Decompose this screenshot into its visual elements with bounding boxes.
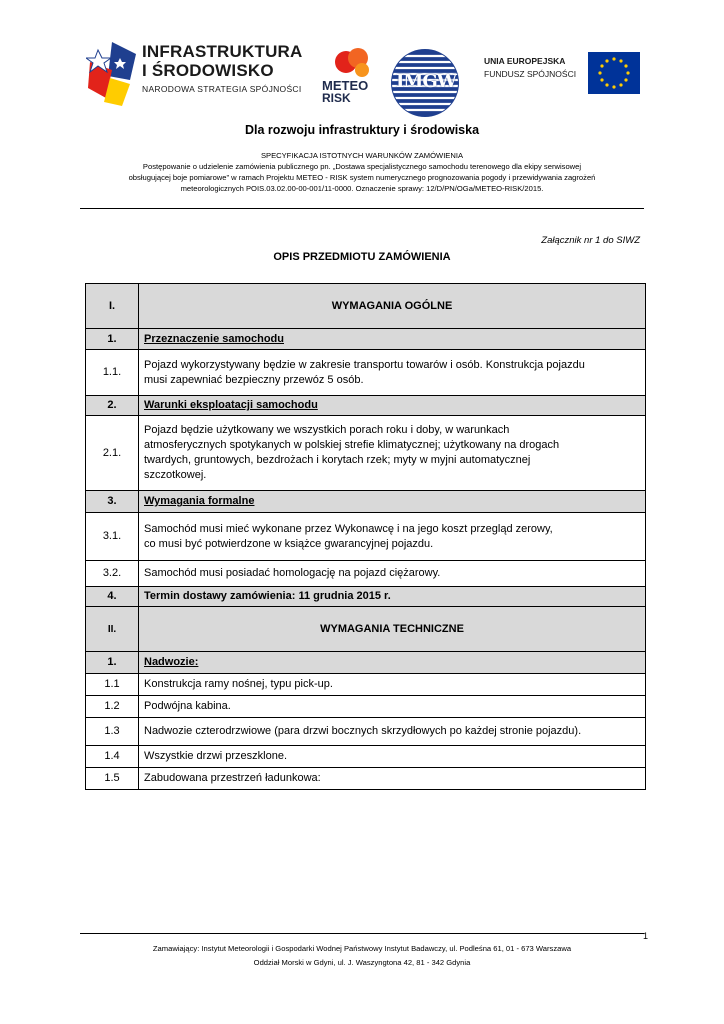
row-text: Nadwozie czterodrzwiowe (para drzwi bocznych skrzydłowych po każdej stronie pojazdu). (139, 718, 646, 746)
row-text-line: Pojazd będzie użytkowany we wszystkich porach roku i doby, w warunkach (144, 424, 510, 436)
table-row (86, 652, 646, 674)
spec-line-1: Postępowanie o udzielenie zamówienia publicznego pn. „Dostawa specjalistycznego samochodu terenowego dla ekipy serwisowej (142, 162, 582, 171)
is-logo-line2: I ŚRODOWISKO (142, 61, 274, 80)
eu-flag-icon (588, 52, 640, 94)
annex-label: Załącznik nr 1 do SIWZ (541, 235, 640, 246)
row-heading: Termin dostawy zamówienia: 11 grudnia 2015 r. (139, 587, 646, 607)
table-row (86, 587, 646, 607)
row-text: Wszystkie drzwi przeszklone. (139, 746, 646, 768)
row-text-line: Samochód musi mieć wykonane przez Wykonawcę i na jego koszt przegląd zerowy, (144, 522, 553, 535)
header-divider (80, 208, 644, 209)
row-heading: Nadwozie: (139, 652, 646, 674)
table-row (86, 561, 646, 587)
row-heading: Wymagania formalne (139, 491, 646, 513)
row-heading: Warunki eksploatacji samochodu (139, 396, 646, 416)
row-text (139, 350, 646, 396)
row-number: 1. (86, 329, 139, 350)
row-number: 4. (86, 587, 139, 607)
row-number: 1.4 (86, 746, 139, 768)
row-number: 1.3 (86, 718, 139, 746)
table-row (86, 718, 646, 746)
table-row (86, 350, 646, 396)
row-number: 2. (86, 396, 139, 416)
spec-line-3: meteorologicznych POIS.03.02.00-00-001/11-0000. Oznaczenie sprawy: 12/D/PN/OGa/METEO-RISK/2015. (180, 184, 544, 193)
table-row (86, 396, 646, 416)
row-text-line: szczotkowej. (144, 469, 207, 481)
table-row (86, 329, 646, 350)
table-row (86, 513, 646, 561)
is-logo-subtitle: NARODOWA STRATEGIA SPÓJNOŚCI (142, 84, 302, 94)
row-text-line: atmosferycznych spotykanych w polskiej strefie klimatycznej; użytkowany na drogach (144, 439, 560, 451)
eu-logo (470, 52, 640, 98)
table-row (86, 674, 646, 696)
row-number: 3.2. (86, 561, 139, 587)
imgw-logo-text: IMGW (396, 71, 456, 92)
footer-divider (80, 933, 644, 934)
is-emblem-icon (86, 40, 140, 108)
row-text: Samochód musi posiadać homologację na pojazd ciężarowy. (139, 561, 646, 587)
row-text: Konstrukcja ramy nośnej, typu pick-up. (139, 674, 646, 696)
tagline: Dla rozwoju infrastruktury i środowiska (244, 123, 480, 137)
meteo-logo-line2: RISK (322, 91, 351, 105)
table-row (86, 768, 646, 790)
footer-address-line1: Zamawiający: Instytut Meteorologii i Gospodarki Wodnej Państwowy Instytut Badawczy, ul. Podleśna 61, 01 - 673 Warszawa (152, 944, 572, 953)
table-row (86, 416, 646, 491)
specification-header (80, 150, 644, 194)
section-number: I. (86, 284, 139, 329)
document-title: OPIS PRZEDMIOTU ZAMÓWIENIA (273, 251, 451, 263)
row-text: Zabudowana przestrzeń ładunkowa: (139, 768, 646, 790)
meteo-balls-icon (332, 46, 372, 80)
row-number: 1.1. (86, 350, 139, 396)
infrastruktura-srodowisko-logo (86, 40, 303, 110)
spec-line-2: obsługującej boje pomiarowe” w ramach Projektu METEO - RISK system numerycznego prognozowania pogody i przewidywania zagrożeń (128, 173, 596, 182)
section-title: WYMAGANIA TECHNICZNE (139, 607, 646, 652)
row-text (139, 513, 646, 561)
page-number: 1 (642, 931, 648, 941)
row-number: 3.1. (86, 513, 139, 561)
meteo-logo-line1: METEO (322, 78, 369, 93)
section-title: WYMAGANIA OGÓLNE (139, 284, 646, 329)
meteo-risk-logo (318, 46, 384, 105)
section-row-technical (86, 607, 646, 652)
row-heading: Przeznaczenie samochodu (139, 329, 646, 350)
row-text-line: co musi być potwierdzone w książce gwarancyjnej pojazdu. (144, 537, 434, 550)
is-logo-line1: INFRASTRUKTURA (142, 42, 303, 61)
row-text-line: Pojazd wykorzystywany będzie w zakresie transportu towarów i osób. Konstrukcja pojazdu (144, 358, 585, 371)
row-text (139, 416, 646, 491)
section-row-general (86, 284, 646, 329)
table-row (86, 696, 646, 718)
row-number: 1.2 (86, 696, 139, 718)
footer-address-line2: Oddział Morski w Gdyni, ul. J. Waszyngtona 42, 81 - 342 Gdynia (253, 958, 471, 967)
row-text-line: twardych, gruntowych, bezdrożach i korytach rzek; myty w myjni automatycznej (144, 454, 531, 466)
requirements-table (85, 283, 646, 790)
row-number: 3. (86, 491, 139, 513)
eu-logo-subtitle: FUNDUSZ SPÓJNOŚCI (484, 69, 577, 79)
table-row (86, 491, 646, 513)
row-text-line: musi zapewniać bezpieczny przewóz 5 osób. (144, 373, 364, 386)
row-text: Podwójna kabina. (139, 696, 646, 718)
section-number: II. (86, 607, 139, 652)
row-number: 1.5 (86, 768, 139, 790)
eu-logo-title: UNIA EUROPEJSKA (484, 56, 566, 66)
imgw-logo (388, 46, 462, 120)
spec-title: SPECYFIKACJA ISTOTNYCH WARUNKÓW ZAMÓWIENIA (260, 151, 464, 160)
row-number: 1.1 (86, 674, 139, 696)
table-row (86, 746, 646, 768)
row-number: 1. (86, 652, 139, 674)
row-number: 2.1. (86, 416, 139, 491)
